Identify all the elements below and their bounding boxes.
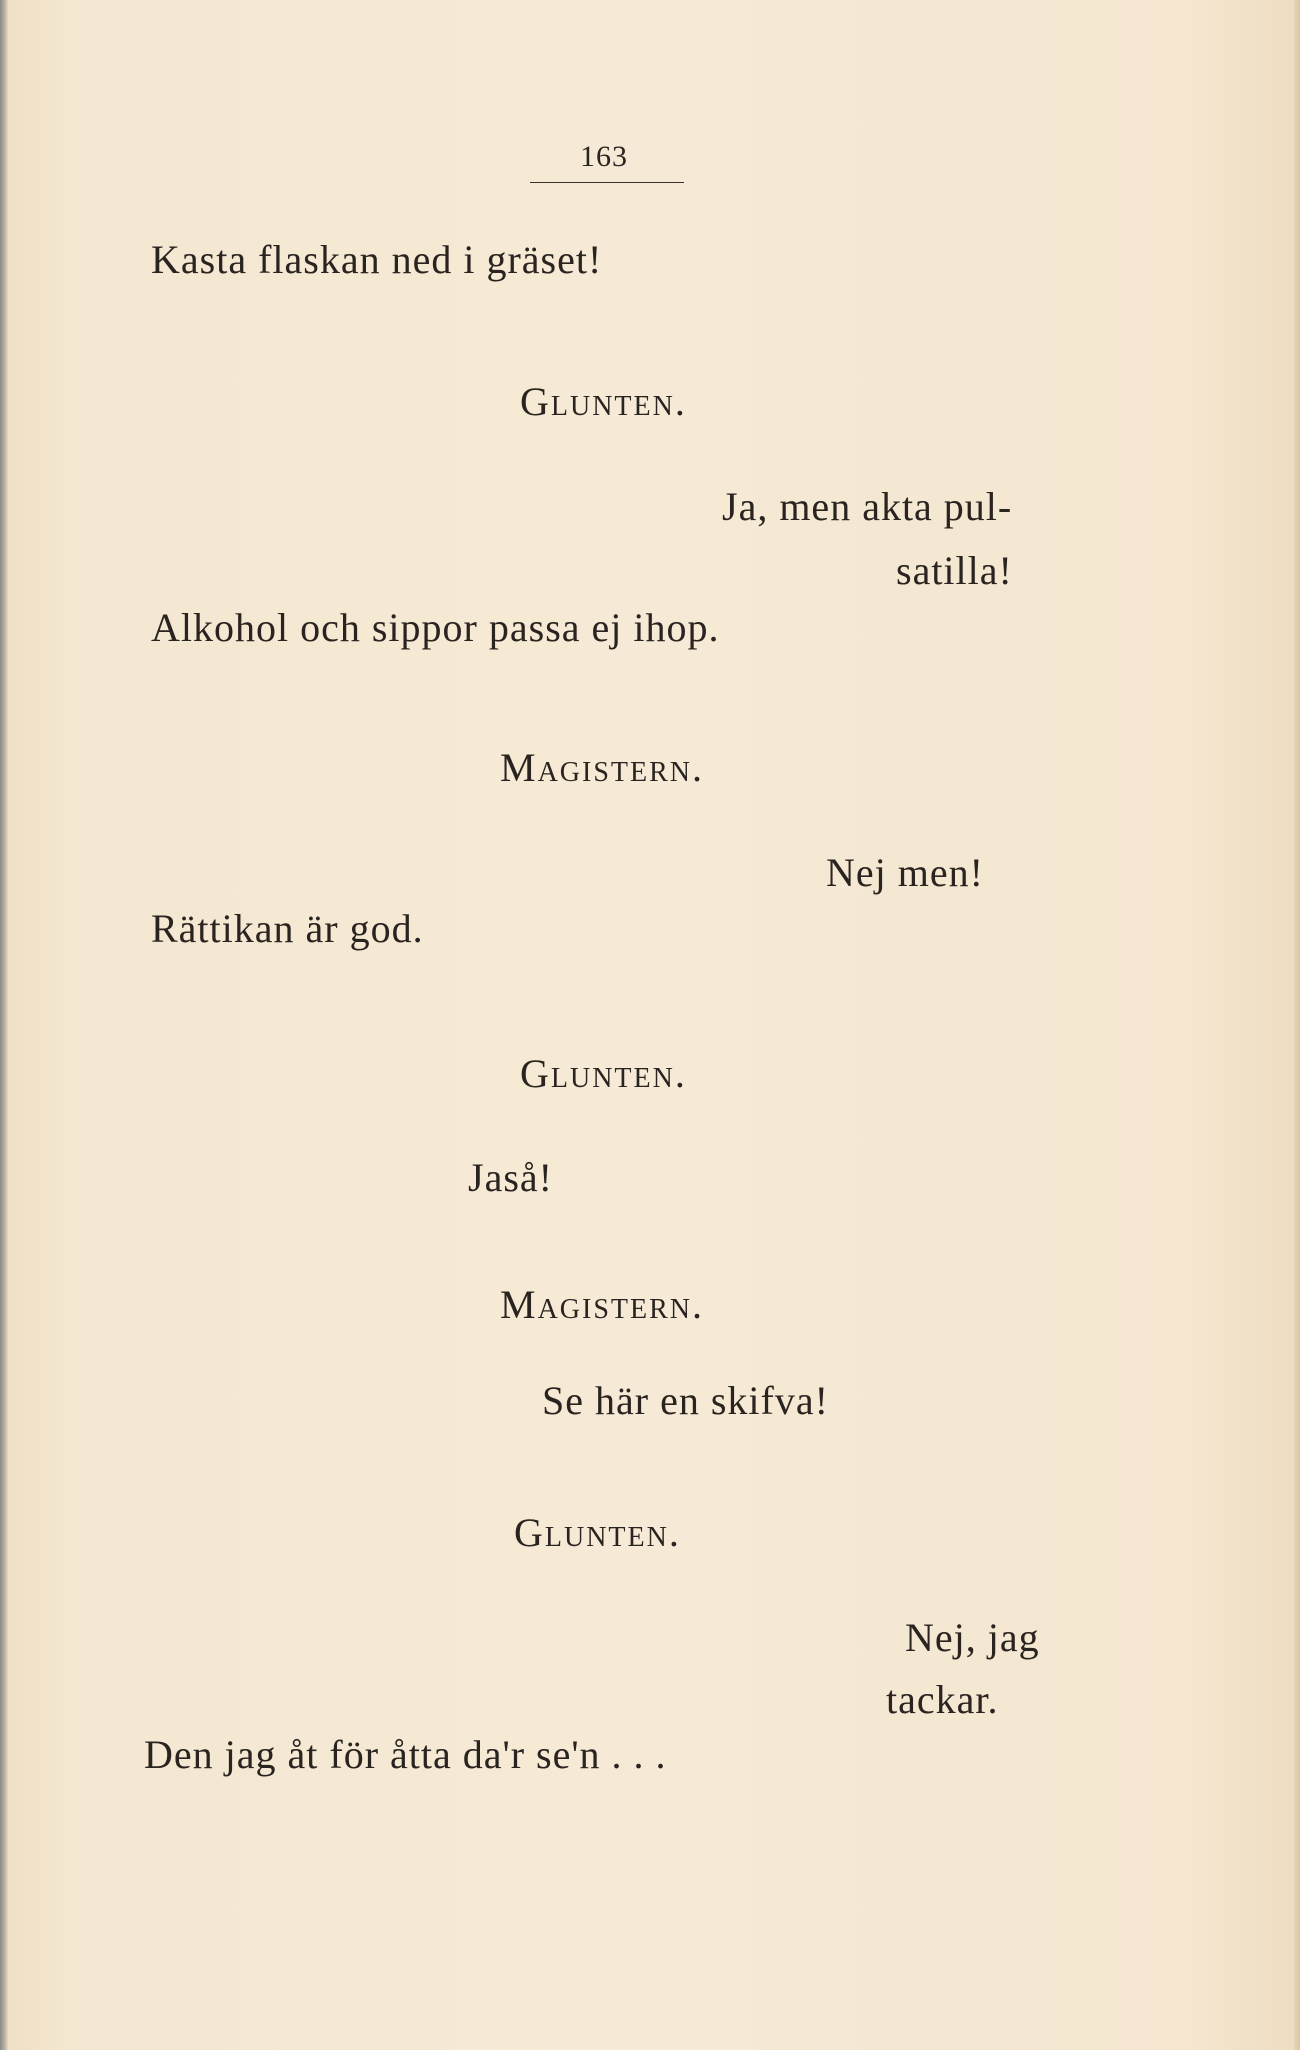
dialogue-line: Kasta flaskan ned i gräset! [151, 237, 603, 282]
speaker-name: Glunten. [520, 379, 687, 424]
dialogue-line: satilla! [896, 548, 1013, 593]
dialogue-line: Nej men! [826, 850, 984, 895]
dialogue-line: Nej, jag [905, 1615, 1040, 1660]
dialogue-line: Ja, men akta pul- [722, 484, 1013, 529]
dialogue-line: Rättikan är god. [151, 906, 424, 951]
page-left-edge [0, 0, 8, 2050]
speaker-name: Glunten. [514, 1510, 681, 1555]
speaker-name: Glunten. [520, 1051, 687, 1096]
dialogue-line: Alkohol och sippor passa ej ihop. [151, 605, 720, 650]
speaker-name: Magistern. [500, 745, 705, 790]
speaker-name: Magistern. [500, 1282, 705, 1327]
dialogue-line: Jaså! [468, 1155, 553, 1200]
page-number: 163 [580, 140, 628, 173]
header-rule [530, 182, 684, 183]
page-right-edge [1294, 0, 1300, 2050]
dialogue-line: tackar. [886, 1677, 999, 1722]
dialogue-line: Den jag åt för åtta da'r se'n . . . [144, 1732, 667, 1777]
dialogue-line: Se här en skifva! [542, 1378, 829, 1423]
